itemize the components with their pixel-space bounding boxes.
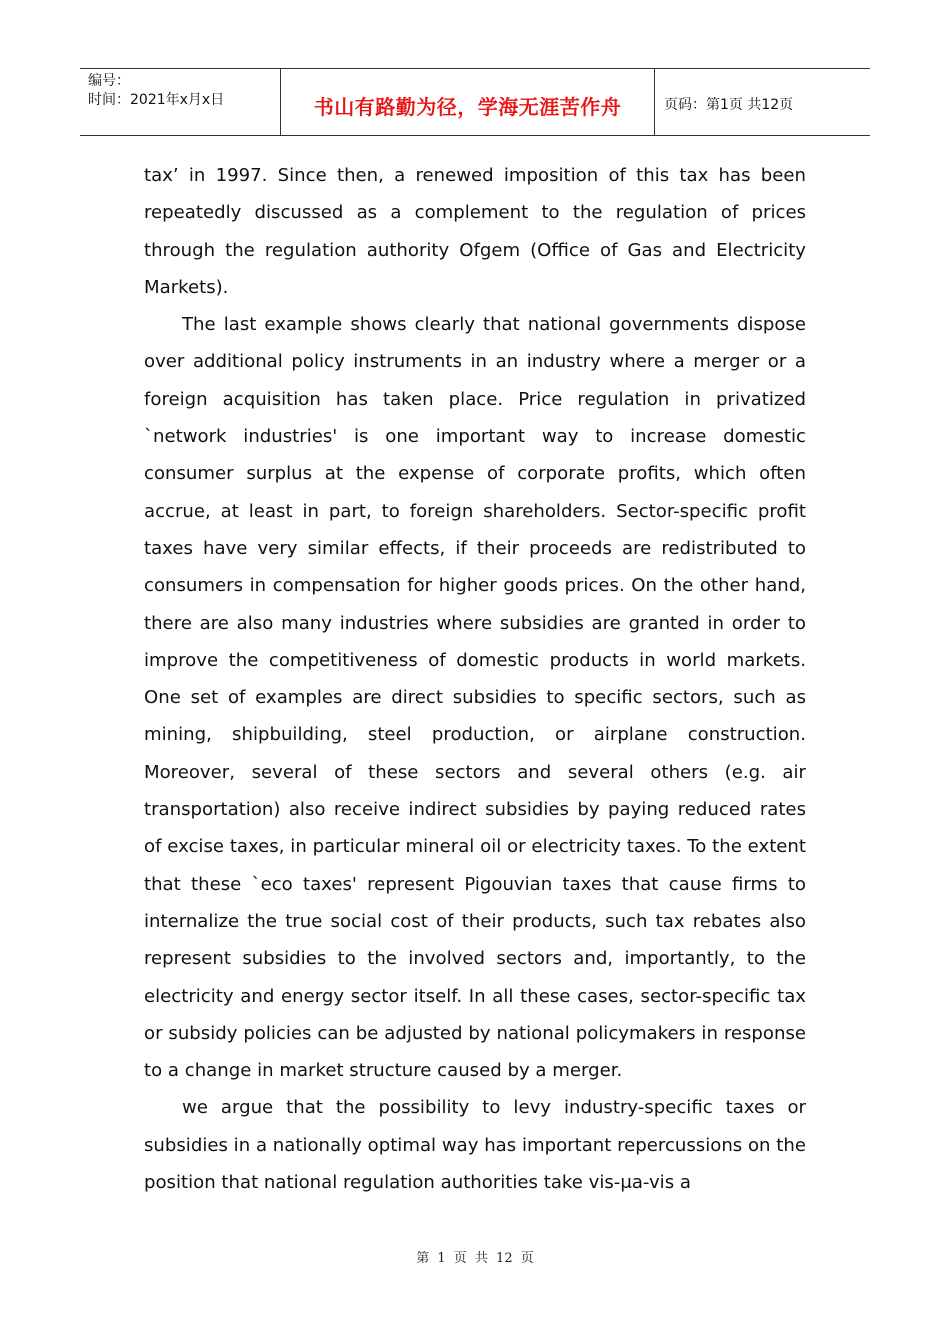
body-paragraph: we argue that the possibility to levy industry-specific taxes or subsidies in a nationally optimal way has important repercussions on the position that national regulation authorities take vis-μa-vis a (144, 1097, 806, 1194)
page-footer: 第 1 页 共 12 页 (416, 1251, 534, 1266)
header-meta (88, 72, 224, 110)
body-paragraph: tax’ in 1997. Since then, a renewed imposition of this tax has been repeatedly discussed as a complement to the regulation of prices through the regulation authority Ofgem (Office of Gas and Electricity Markets). (144, 165, 806, 298)
document-body (144, 157, 806, 1201)
document-number-label: 编号： (88, 73, 130, 89)
document-date-label: 时间：2021年x月x日 (88, 92, 225, 108)
header-motto: 书山有路勤为径，学海无涯苦作舟 (313, 95, 622, 119)
header-page-info: 页码：第1页 共12页 (664, 97, 794, 113)
page-header (80, 68, 870, 136)
body-paragraph: The last example shows clearly that national governments dispose over additional policy instruments in an industry where a merger or a foreign acquisition has taken place. Price regulation in privatized `network industries' is one important way to increase domestic consumer surplus at the expense of corporate profits, which often accrue, at least in part, to foreign shareholders. Sector-specific profit taxes have very similar effects, if their proceeds are redistributed to consumers in compensation for higher goods prices. On the other hand, there are also many industries where subsidies are granted in order to improve the competitiveness of domestic products in world markets. One set of examples are direct subsidies to specific sectors, such as mining, shipbuilding, steel production, or airplane construction. Moreover, several of these sectors and several others (e.g. air transportation) also receive indirect subsidies by paying reduced rates of excise taxes, in particular mineral oil or electricity taxes. To the extent that these `eco taxes' represent Pigouvian taxes that cause firms to internalize the true social cost of their products, such tax rebates also represent subsidies to the involved sectors and, importantly, to the electricity and energy sector itself. In all these cases, sector-specific tax or subsidy policies can be adjusted by national policymakers in response to a change in market structure caused by a merger. (144, 314, 806, 1082)
header-divider (654, 69, 655, 135)
